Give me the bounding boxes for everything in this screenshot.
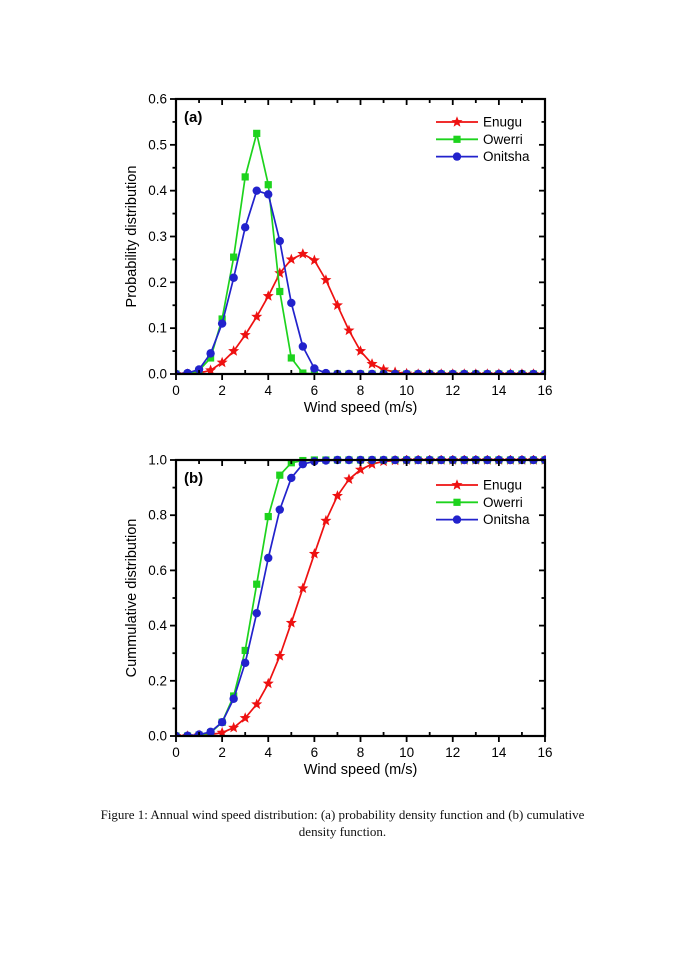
svg-text:2: 2 bbox=[218, 745, 226, 760]
marker-owerri bbox=[230, 254, 237, 261]
marker-enugu bbox=[343, 325, 354, 335]
marker-onitsha bbox=[310, 364, 318, 372]
marker-owerri bbox=[242, 173, 249, 180]
marker-onitsha bbox=[264, 554, 272, 562]
marker-owerri bbox=[253, 581, 260, 588]
svg-text:12: 12 bbox=[445, 745, 461, 760]
y-tick-label: 0.6 bbox=[148, 562, 167, 578]
marker-onitsha bbox=[276, 505, 284, 513]
marker-onitsha bbox=[241, 659, 249, 667]
marker-enugu bbox=[274, 650, 285, 660]
marker-enugu bbox=[297, 248, 308, 258]
marker-owerri bbox=[276, 472, 283, 479]
marker-onitsha bbox=[287, 299, 295, 307]
marker-onitsha bbox=[264, 190, 272, 198]
y-tick-label: 0.4 bbox=[148, 183, 167, 199]
marker-enugu bbox=[263, 678, 274, 688]
marker-onitsha bbox=[229, 274, 237, 282]
marker-enugu bbox=[251, 698, 262, 708]
marker-enugu-legend bbox=[451, 116, 462, 126]
marker-onitsha bbox=[276, 237, 284, 245]
marker-enugu bbox=[240, 329, 251, 339]
caption-line-2: density function. bbox=[298, 824, 387, 839]
y-axis-title: Probability distribution bbox=[124, 165, 140, 308]
panel-label: (b) bbox=[184, 470, 204, 487]
legend bbox=[436, 478, 530, 528]
y-tick-label: 0.4 bbox=[148, 618, 167, 634]
y-tick-label: 1.0 bbox=[148, 452, 167, 468]
marker-onitsha bbox=[299, 460, 307, 468]
legend-label: Onitsha bbox=[483, 149, 530, 165]
marker-onitsha bbox=[253, 186, 261, 194]
y-tick-label: 0.2 bbox=[148, 274, 167, 290]
marker-enugu bbox=[320, 274, 331, 284]
y-tick-label: 0.0 bbox=[148, 728, 167, 744]
marker-owerri bbox=[265, 181, 272, 188]
svg-text:2: 2 bbox=[218, 383, 226, 398]
marker-owerri bbox=[288, 354, 295, 361]
svg-text:6: 6 bbox=[310, 383, 319, 398]
marker-owerri bbox=[253, 130, 260, 137]
marker-onitsha bbox=[253, 609, 261, 617]
marker-onitsha bbox=[218, 718, 226, 726]
legend-item-enugu bbox=[436, 115, 522, 130]
y-tick-label: 0.5 bbox=[148, 137, 167, 153]
svg-text:10: 10 bbox=[399, 383, 415, 398]
svg-text:14: 14 bbox=[491, 745, 507, 760]
legend-label: Onitsha bbox=[483, 512, 530, 528]
marker-enugu-legend bbox=[451, 479, 462, 489]
svg-text:4: 4 bbox=[264, 383, 273, 398]
svg-text:6: 6 bbox=[310, 745, 319, 760]
marker-onitsha-legend bbox=[453, 515, 461, 523]
marker-onitsha bbox=[299, 342, 307, 350]
svg-text:12: 12 bbox=[445, 383, 461, 398]
svg-text:8: 8 bbox=[356, 745, 365, 760]
marker-onitsha bbox=[206, 349, 214, 357]
marker-enugu bbox=[297, 583, 308, 593]
svg-text:10: 10 bbox=[399, 745, 415, 760]
marker-onitsha bbox=[287, 474, 295, 482]
x-axis-title: Wind speed (m/s) bbox=[303, 400, 418, 416]
svg-text:8: 8 bbox=[356, 383, 365, 398]
figure-caption bbox=[0, 806, 685, 840]
svg-text:0: 0 bbox=[172, 745, 180, 760]
marker-onitsha-legend bbox=[453, 152, 461, 160]
legend-item-owerri bbox=[436, 495, 523, 510]
marker-onitsha bbox=[241, 223, 249, 231]
y-tick-label: 0.6 bbox=[148, 91, 167, 107]
y-tick-label: 0.3 bbox=[148, 229, 167, 244]
legend-item-enugu bbox=[436, 478, 522, 493]
legend-label: Owerri bbox=[483, 131, 523, 147]
marker-onitsha bbox=[206, 728, 214, 736]
legend-label: Enugu bbox=[483, 477, 523, 493]
marker-enugu bbox=[309, 255, 320, 266]
y-tick-label: 0.2 bbox=[148, 673, 167, 689]
legend-item-onitsha bbox=[436, 149, 530, 164]
svg-text:16: 16 bbox=[537, 745, 553, 760]
legend-item-owerri bbox=[436, 132, 523, 147]
marker-owerri bbox=[276, 288, 283, 295]
svg-text:14: 14 bbox=[491, 383, 507, 398]
marker-enugu bbox=[251, 311, 262, 321]
marker-enugu bbox=[309, 548, 320, 558]
y-tick-label: 0.8 bbox=[148, 507, 167, 523]
legend-label: Enugu bbox=[483, 114, 523, 130]
chart-b bbox=[124, 453, 553, 779]
marker-owerri-legend bbox=[453, 136, 460, 143]
svg-text:0: 0 bbox=[172, 383, 180, 398]
marker-owerri-legend bbox=[453, 499, 460, 506]
marker-enugu bbox=[286, 617, 297, 627]
y-axis-title: Cummulative distribution bbox=[124, 518, 140, 678]
y-tick-label: 0.0 bbox=[148, 366, 167, 382]
svg-text:16: 16 bbox=[537, 383, 553, 398]
marker-enugu bbox=[332, 299, 343, 309]
marker-enugu bbox=[263, 290, 274, 301]
marker-onitsha bbox=[218, 319, 226, 327]
series-layer bbox=[170, 130, 550, 379]
svg-text:4: 4 bbox=[264, 745, 273, 760]
legend bbox=[436, 115, 530, 165]
marker-enugu bbox=[286, 254, 297, 264]
legend-item-onitsha bbox=[436, 512, 530, 527]
caption-line-1: Figure 1: Annual wind speed distribution: (a) probability density function and (b) cumulative bbox=[100, 807, 585, 822]
chart-a bbox=[124, 92, 553, 417]
marker-enugu bbox=[320, 515, 331, 525]
marker-onitsha bbox=[229, 695, 237, 703]
legend-label: Owerri bbox=[483, 494, 523, 510]
panel-label: (a) bbox=[184, 109, 203, 126]
x-axis-title: Wind speed (m/s) bbox=[303, 762, 418, 778]
y-tick-label: 0.1 bbox=[148, 320, 167, 336]
marker-owerri bbox=[265, 513, 272, 520]
